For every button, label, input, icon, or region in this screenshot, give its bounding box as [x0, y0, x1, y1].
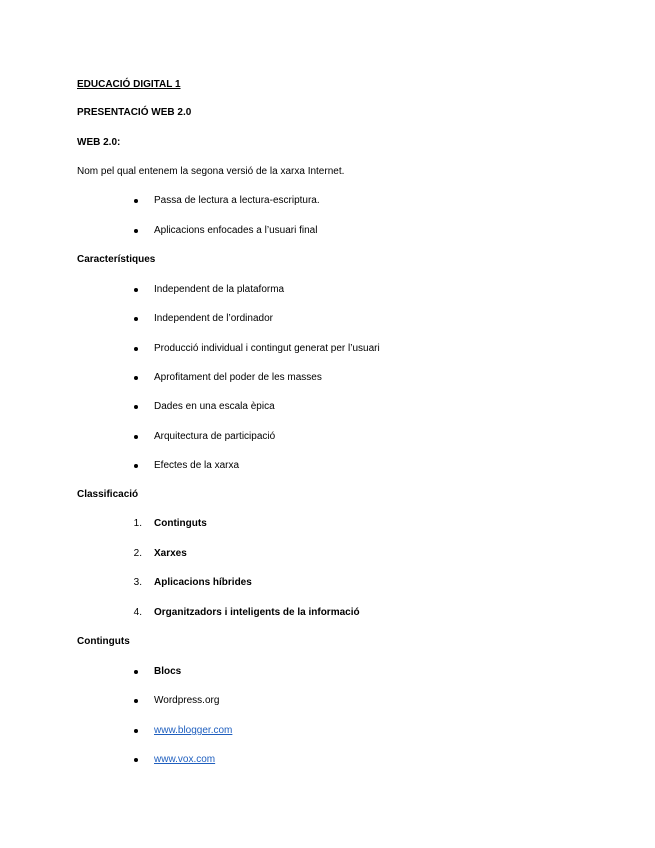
list-number: 1.: [133, 518, 142, 529]
bullet-icon: [134, 699, 138, 703]
section-heading-contents: Continguts: [77, 636, 130, 647]
bullet-icon: [134, 729, 138, 733]
bullet-item-link: [0, 724, 655, 738]
bullet-item-contents: [0, 694, 655, 708]
bullet-icon: [134, 464, 138, 468]
bullet-item-web: [0, 194, 655, 208]
bullet-text: Passa de lectura a lectura-escriptura.: [154, 195, 320, 206]
list-number: 3.: [133, 577, 142, 588]
definition-text: Nom pel qual entenem la segona versió de la xarxa Internet.: [77, 166, 345, 177]
bullet-text: Arquitectura de participació: [154, 431, 276, 442]
link-blogger[interactable]: www.blogger.com: [154, 725, 233, 736]
section-heading-characteristics: Característiques: [77, 254, 156, 265]
numbered-text: Xarxes: [154, 548, 187, 559]
bullet-text: Aplicacions enfocades a l’usuari final: [154, 225, 318, 236]
bullet-icon: [134, 229, 138, 233]
bullet-item-contents: [0, 665, 655, 679]
bullet-icon: [134, 435, 138, 439]
bullet-item-characteristic: [0, 459, 655, 473]
list-number: 4.: [133, 607, 142, 618]
bullet-text: Dades en una escala èpica: [154, 401, 275, 412]
bullet-item-characteristic: [0, 430, 655, 444]
numbered-item-classification: [0, 547, 655, 561]
link-vox[interactable]: www.vox.com: [154, 754, 216, 765]
numbered-text: Organitzadors i inteligents de la informació: [154, 607, 360, 618]
bullet-text: Independent de l’ordinador: [154, 313, 273, 324]
bullet-item-characteristic: [0, 342, 655, 356]
numbered-item-classification: [0, 576, 655, 590]
numbered-text: Aplicacions híbrides: [154, 577, 252, 588]
bullet-text: Blocs: [154, 666, 182, 677]
list-number: 2.: [133, 548, 142, 559]
bullet-icon: [134, 670, 138, 674]
bullet-text: Aprofitament del poder de les masses: [154, 372, 322, 383]
bullet-item-characteristic: [0, 371, 655, 385]
bullet-item-characteristic: [0, 283, 655, 297]
bullet-icon: [134, 347, 138, 351]
bullet-icon: [134, 199, 138, 203]
numbered-text: Continguts: [154, 518, 207, 529]
document-title: EDUCACIÓ DIGITAL 1: [77, 79, 181, 90]
section-heading-classification: Classificació: [77, 489, 139, 500]
bullet-item-web: [0, 224, 655, 238]
bullet-item-link: [0, 753, 655, 767]
section-heading-web: WEB 2.0:: [77, 137, 121, 148]
bullet-icon: [134, 317, 138, 321]
document-subtitle: PRESENTACIÓ WEB 2.0: [77, 107, 192, 118]
bullet-text: Independent de la plataforma: [154, 284, 285, 295]
bullet-icon: [134, 758, 138, 762]
bullet-text: Efectes de la xarxa: [154, 460, 240, 471]
bullet-text: Producció individual i contingut generat per l’usuari: [154, 343, 380, 354]
bullet-text: Wordpress.org: [154, 695, 220, 706]
numbered-item-classification: [0, 606, 655, 620]
bullet-item-characteristic: [0, 312, 655, 326]
numbered-item-classification: [0, 517, 655, 531]
bullet-icon: [134, 288, 138, 292]
bullet-icon: [134, 405, 138, 409]
bullet-icon: [134, 376, 138, 380]
bullet-item-characteristic: [0, 400, 655, 414]
